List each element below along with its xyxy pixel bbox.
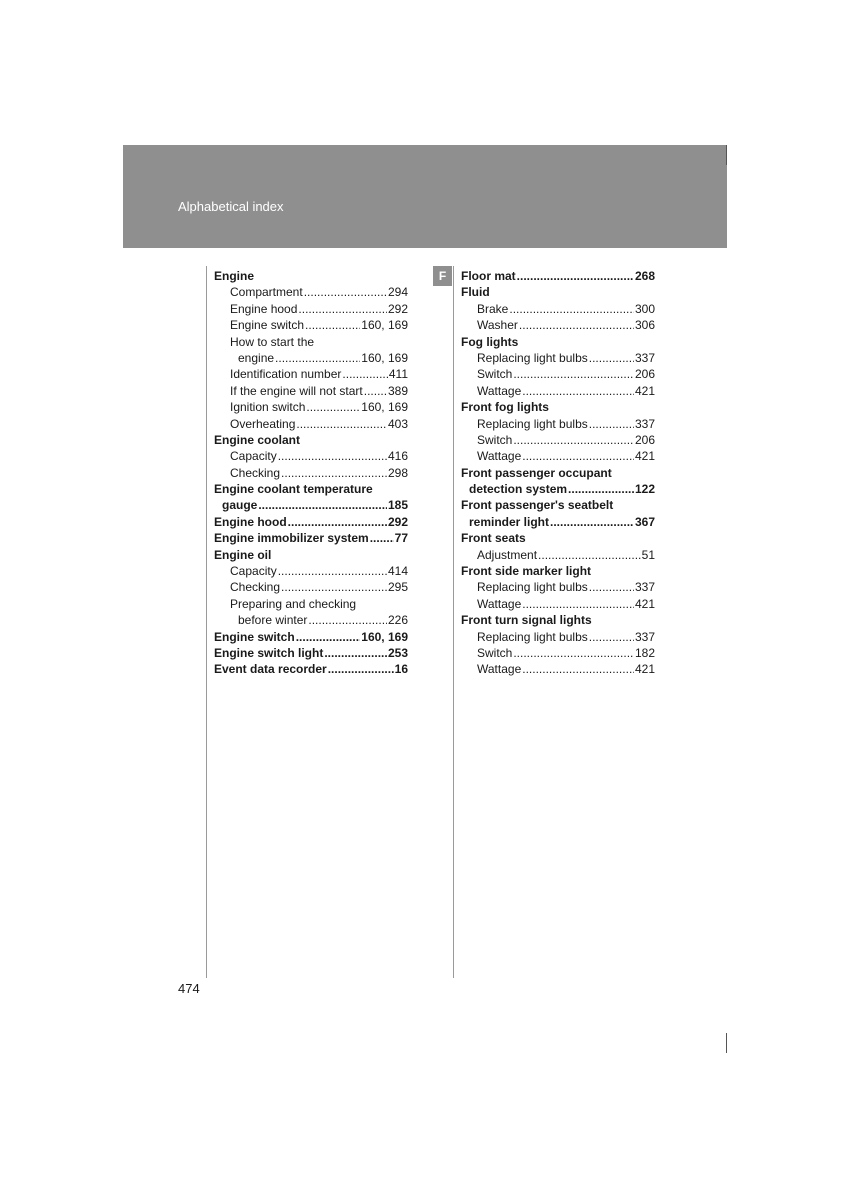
index-entry [214, 612, 408, 628]
index-entry [461, 661, 655, 677]
index-entry [461, 416, 655, 432]
index-entry-label: Engine switch [230, 318, 305, 333]
page-title: Alphabetical index [178, 199, 284, 214]
leader-dots [258, 497, 387, 513]
leader-dots [589, 416, 634, 432]
index-entry-label: Fog lights [461, 334, 519, 349]
index-entry-label: Front fog lights [461, 400, 549, 415]
leader-dots [324, 645, 387, 661]
leader-dots [509, 301, 634, 317]
index-entry [461, 383, 655, 399]
index-entry [461, 596, 655, 612]
index-entry [214, 301, 408, 317]
index-entry-label: Wattage [477, 596, 522, 611]
index-entry-page: 16 [394, 662, 408, 677]
index-entry [214, 448, 408, 464]
index-entry-label: Wattage [477, 662, 522, 677]
leader-dots [517, 268, 634, 284]
index-entry-label: Engine coolant temperature [214, 482, 373, 497]
index-column-right [461, 268, 655, 678]
index-entry-page: 337 [634, 416, 655, 431]
leader-dots [513, 366, 634, 382]
leader-dots [278, 563, 387, 579]
index-entry-label: Washer [477, 318, 518, 333]
index-entry-page: 292 [387, 514, 408, 529]
index-entry-page: 295 [387, 580, 408, 595]
index-entry-label: Brake [477, 301, 509, 316]
leader-dots [304, 284, 387, 300]
index-entry [214, 530, 408, 546]
index-entry-label: Switch [477, 432, 513, 447]
index-entry-page: 421 [634, 383, 655, 398]
index-entry [461, 399, 655, 415]
index-entry-page: 160, 169 [361, 318, 408, 333]
index-entry-label: Adjustment [477, 547, 538, 562]
index-entry-label: Replacing light bulbs [477, 416, 588, 431]
index-entry [214, 350, 408, 366]
leader-dots [278, 448, 387, 464]
index-entry [461, 301, 655, 317]
section-letter-tab: F [433, 266, 452, 286]
index-entry-label: Engine hood [230, 301, 298, 316]
index-entry-label: Floor mat [461, 269, 516, 283]
index-entry-page: 414 [387, 564, 408, 579]
leader-dots [370, 530, 394, 546]
index-entry [461, 465, 655, 481]
index-entry-page: 337 [634, 350, 655, 365]
index-entry [214, 416, 408, 432]
index-entry-label: Switch [477, 645, 513, 660]
left-column-rule [206, 266, 207, 978]
index-entry [461, 448, 655, 464]
index-entry-page: 411 [388, 367, 408, 382]
leader-dots [275, 350, 360, 366]
index-entry-page: 122 [634, 482, 655, 497]
right-column-rule [453, 266, 454, 978]
index-entry-label: If the engine will not start [230, 383, 363, 398]
index-entry-page: 298 [387, 465, 408, 480]
index-entry-page: 253 [387, 645, 408, 660]
index-entry [214, 629, 408, 645]
index-entry-label: Fluid [461, 285, 490, 300]
leader-dots [513, 432, 634, 448]
index-entry [461, 530, 655, 546]
index-entry-label: Identification number [230, 367, 342, 382]
leader-dots [328, 661, 394, 677]
index-entry-label: Checking [230, 580, 281, 595]
index-entry-page: 389 [387, 383, 408, 398]
index-entry-label: Engine oil [214, 547, 272, 562]
index-entry-page: 182 [634, 645, 655, 660]
index-entry-label: before winter [238, 613, 308, 628]
index-entry [461, 334, 655, 350]
index-entry-label: Wattage [477, 449, 522, 464]
index-entry [461, 612, 655, 628]
index-entry-label: Checking [230, 465, 281, 480]
leader-dots [568, 481, 634, 497]
index-entry [214, 579, 408, 595]
index-entry-page: 421 [634, 449, 655, 464]
index-entry [214, 497, 408, 513]
leader-dots [513, 645, 634, 661]
index-entry-page: 268 [634, 269, 655, 283]
crop-mark-top [726, 145, 727, 165]
index-entry-label: Capacity [230, 564, 277, 579]
leader-dots [298, 301, 387, 317]
index-entry-page: 226 [387, 613, 408, 628]
index-entry [461, 268, 655, 284]
index-entry [214, 547, 408, 563]
index-entry [214, 596, 408, 612]
index-entry-page: 306 [634, 318, 655, 333]
leader-dots [550, 514, 634, 530]
index-entry [461, 481, 655, 497]
index-entry-label: Preparing and checking [230, 596, 357, 611]
index-entry [461, 432, 655, 448]
index-entry-label: Ignition switch [230, 400, 306, 415]
index-entry-page: 206 [634, 367, 655, 382]
index-entry-label: detection system [469, 482, 568, 497]
index-entry-label: Front passenger occupant [461, 465, 612, 480]
leader-dots [281, 465, 387, 481]
index-entry [214, 366, 408, 382]
index-entry [461, 284, 655, 300]
index-entry-label: Compartment [230, 285, 303, 300]
index-entry-label: Engine coolant [214, 432, 301, 447]
leader-dots [522, 661, 634, 677]
leader-dots [589, 629, 634, 645]
index-entry-page: 421 [634, 662, 655, 677]
index-entry [214, 481, 408, 497]
leader-dots [281, 579, 387, 595]
leader-dots [296, 416, 387, 432]
index-entry [214, 317, 408, 333]
leader-dots [538, 547, 641, 563]
index-entry-page: 51 [641, 547, 655, 562]
leader-dots [522, 383, 634, 399]
index-entry-page: 185 [387, 498, 408, 513]
index-entry-label: Front seats [461, 531, 526, 546]
leader-dots [589, 579, 634, 595]
index-entry [214, 645, 408, 661]
index-entry [461, 645, 655, 661]
index-entry [461, 497, 655, 513]
index-entry [461, 563, 655, 579]
index-column-left [214, 268, 408, 678]
index-entry-page: 292 [387, 301, 408, 316]
index-entry-page: 294 [387, 285, 408, 300]
index-entry-label: How to start the [230, 334, 315, 349]
index-entry-label: Engine switch light [214, 645, 324, 660]
index-entry-label: Event data recorder [214, 662, 327, 677]
leader-dots [589, 350, 634, 366]
page-number: 474 [178, 981, 200, 996]
index-entry-page: 337 [634, 629, 655, 644]
index-entry-label: Wattage [477, 383, 522, 398]
index-entry-label: Engine [214, 269, 255, 283]
index-entry-label: Replacing light bulbs [477, 629, 588, 644]
index-entry [214, 334, 408, 350]
index-entry [214, 432, 408, 448]
index-entry [214, 661, 408, 677]
index-entry-label: Capacity [230, 449, 277, 464]
index-entry [461, 317, 655, 333]
leader-dots [306, 399, 360, 415]
leader-dots [522, 448, 634, 464]
leader-dots [364, 383, 387, 399]
index-entry-label: Engine hood [214, 514, 287, 529]
index-entry [461, 366, 655, 382]
crop-mark-bottom [726, 1033, 727, 1053]
index-entry-label: Replacing light bulbs [477, 580, 588, 595]
index-entry [461, 547, 655, 563]
index-entry-label: Replacing light bulbs [477, 350, 588, 365]
leader-dots [288, 514, 387, 530]
index-entry [461, 350, 655, 366]
index-entry-label: Overheating [230, 416, 296, 431]
index-entry-page: 160, 169 [361, 400, 408, 415]
index-entry-label: Front turn signal lights [461, 613, 592, 628]
index-entry-page: 403 [387, 416, 408, 431]
index-entry [461, 579, 655, 595]
header-band [123, 145, 727, 248]
leader-dots [296, 629, 361, 645]
index-entry-label: Engine immobilizer system [214, 531, 369, 546]
index-entry-page: 77 [394, 531, 408, 546]
index-entry-label: engine [238, 350, 275, 365]
index-entry-page: 300 [634, 301, 655, 316]
index-entry-page: 206 [634, 432, 655, 447]
index-entry [214, 465, 408, 481]
leader-dots [305, 317, 360, 333]
index-entry-label: Switch [477, 367, 513, 382]
index-entry-label: reminder light [469, 514, 550, 529]
leader-dots [519, 317, 634, 333]
index-entry [214, 514, 408, 530]
leader-dots [342, 366, 387, 382]
index-entry-page: 160, 169 [361, 629, 408, 644]
index-entry [461, 514, 655, 530]
leader-dots [522, 596, 634, 612]
index-entry [214, 268, 408, 284]
index-entry [214, 399, 408, 415]
index-entry-label: Front side marker light [461, 564, 592, 579]
index-entry-page: 421 [634, 596, 655, 611]
index-entry-page: 337 [634, 580, 655, 595]
leader-dots [308, 612, 387, 628]
index-entry-label: Engine switch [214, 629, 295, 644]
index-entry-label: Front passenger's seatbelt [461, 498, 614, 513]
index-entry-label: gauge [222, 498, 258, 513]
index-entry-page: 367 [634, 514, 655, 529]
index-entry [214, 563, 408, 579]
index-entry [214, 383, 408, 399]
index-entry-page: 160, 169 [361, 350, 408, 365]
index-entry-page: 416 [387, 449, 408, 464]
index-entry [214, 284, 408, 300]
index-entry [461, 629, 655, 645]
